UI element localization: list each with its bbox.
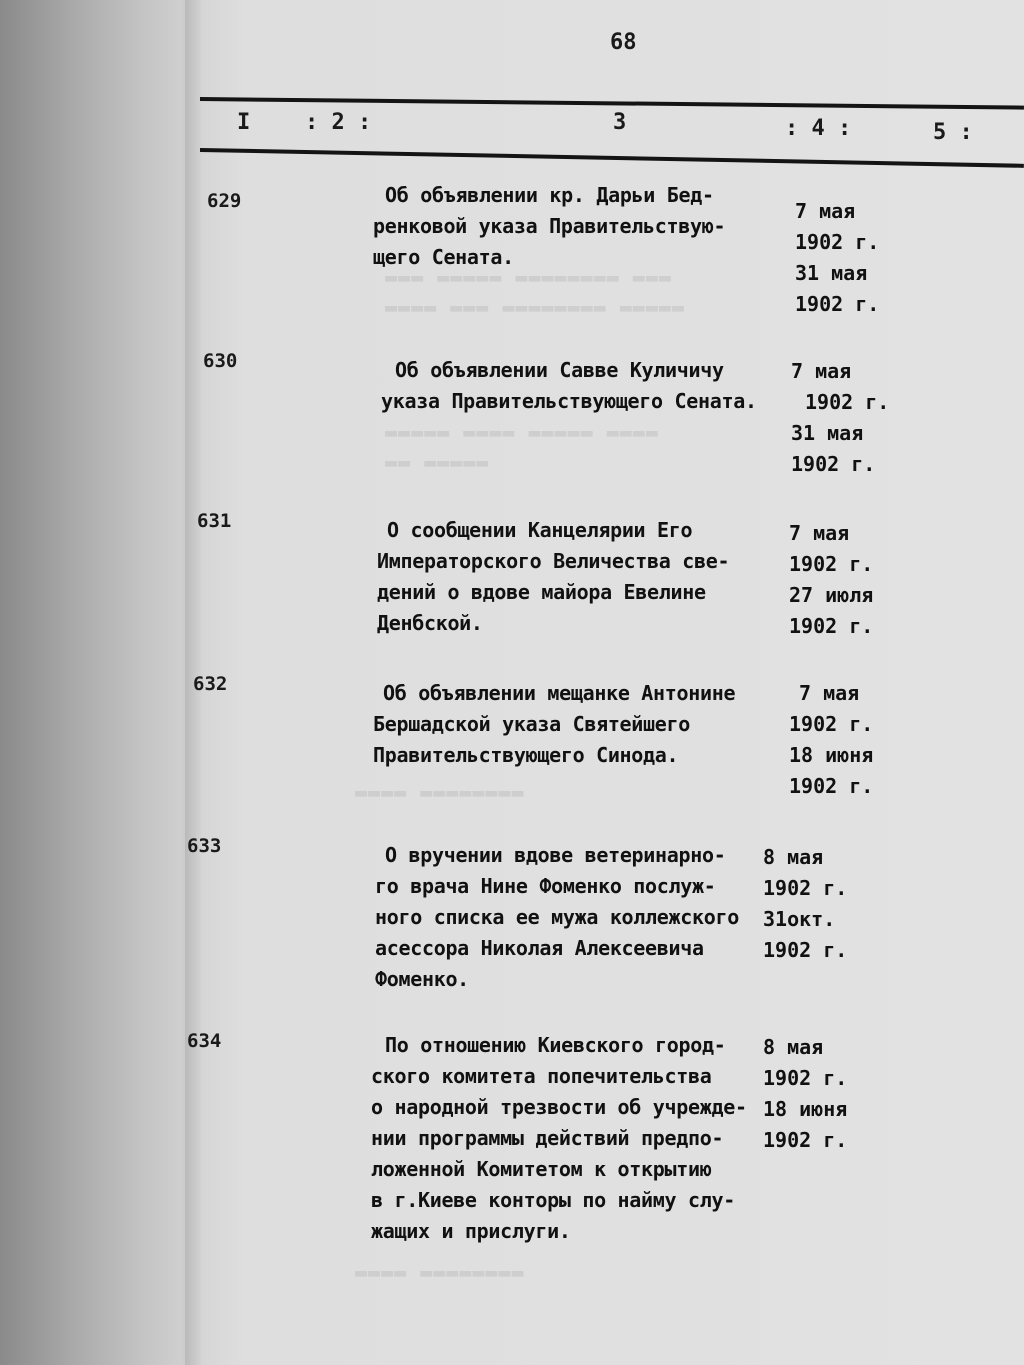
document-page xyxy=(185,0,1024,1365)
date-start-year: 1902 г. xyxy=(763,1066,848,1090)
description-line: ного списка ее мужа коллежского xyxy=(375,905,739,929)
description-line: щего Сената. xyxy=(373,245,514,269)
date-start-year: 1902 г. xyxy=(789,712,874,736)
description-line: О сообщении Канцелярии Его xyxy=(387,518,693,542)
date-start-day: 7 мая xyxy=(791,359,852,383)
column-header-4: : 4 : xyxy=(785,116,852,141)
date-end-year: 1902 г. xyxy=(789,614,874,638)
entry-number: 630 xyxy=(203,350,238,372)
entry-dates xyxy=(795,196,879,320)
date-end-day: 18 июня xyxy=(763,1097,848,1121)
column-header-3: 3 xyxy=(613,110,627,135)
date-end-year: 1902 г. xyxy=(763,1128,848,1152)
bleed-through-text: ▬▬▬ ▬▬▬▬▬ ▬▬▬▬▬▬▬▬ ▬▬▬ xyxy=(385,265,672,289)
entry-dates xyxy=(763,842,847,966)
date-end-year: 1902 г. xyxy=(791,452,876,476)
date-start-year: 1902 г. xyxy=(805,390,890,414)
description-line: О вручении вдове ветеринарно- xyxy=(385,843,726,867)
date-start-day: 7 мая xyxy=(789,521,850,545)
bleed-through-text: ▬▬▬▬ ▬▬▬▬▬▬▬▬ xyxy=(355,780,525,804)
date-end-year: 1902 г. xyxy=(763,938,848,962)
entry-description xyxy=(373,180,805,273)
description-line: ренковой указа Правительствую- xyxy=(373,214,726,238)
date-end-day: 31 мая xyxy=(795,261,868,285)
bleed-through-text: ▬▬▬▬▬ ▬▬▬▬ ▬▬▬▬▬ ▬▬▬▬ xyxy=(385,420,659,444)
header-rule-top xyxy=(200,97,1024,110)
entry-number: 634 xyxy=(187,1030,222,1052)
entry-description xyxy=(377,515,807,639)
description-line: указа Правительствующего Сената. xyxy=(381,389,757,413)
description-line: жащих и прислуги. xyxy=(371,1219,571,1243)
date-end-day: 31окт. xyxy=(763,907,836,931)
header-rule-bottom xyxy=(200,148,1024,168)
date-start-year: 1902 г. xyxy=(795,230,880,254)
date-start-year: 1902 г. xyxy=(789,552,874,576)
date-start-day: 8 мая xyxy=(763,1035,824,1059)
description-line: о народной трезвости об учрежде- xyxy=(371,1095,747,1119)
description-line: Императорского Величества све- xyxy=(377,549,730,573)
date-start-day: 8 мая xyxy=(763,845,824,869)
description-line: нии программы действий предпо- xyxy=(371,1126,724,1150)
description-line: дений о вдове майора Евелине xyxy=(377,580,706,604)
entry-description xyxy=(373,678,803,771)
column-header-2: : 2 : xyxy=(305,110,372,135)
date-end-day: 18 июня xyxy=(789,743,874,767)
description-line: Денбской. xyxy=(377,611,483,635)
entry-dates xyxy=(789,518,873,642)
description-line: ского комитета попечительства xyxy=(371,1064,712,1088)
column-header-5: 5 : xyxy=(933,120,973,145)
entry-number: 632 xyxy=(193,673,228,695)
description-line: го врача Нине Фоменко послуж- xyxy=(375,874,716,898)
entry-dates xyxy=(763,1032,847,1156)
entry-dates xyxy=(789,678,873,802)
date-end-day: 31 мая xyxy=(791,421,864,445)
description-line: Об объявлении кр. Дарьи Бед- xyxy=(385,183,714,207)
entry-number: 631 xyxy=(197,510,232,532)
bleed-through-text: ▬▬▬▬ ▬▬▬▬▬▬▬▬ xyxy=(355,1260,525,1284)
description-line: асессора Николая Алексеевича xyxy=(375,936,704,960)
entry-description xyxy=(371,1030,805,1247)
description-line: Об объявлении мещанке Антонине xyxy=(383,681,736,705)
description-line: Об объявлении Савве Куличичу xyxy=(395,358,724,382)
description-line: Фоменко. xyxy=(375,967,469,991)
description-line: ложенной Комитетом к открытию xyxy=(371,1157,712,1181)
date-start-day: 7 мая xyxy=(795,199,856,223)
date-start-year: 1902 г. xyxy=(763,876,848,900)
date-end-day: 27 июля xyxy=(789,583,874,607)
column-header-1: I xyxy=(237,110,251,135)
date-end-year: 1902 г. xyxy=(789,774,874,798)
description-line: в г.Киеве конторы по найму слу- xyxy=(371,1188,735,1212)
bleed-through-text: ▬▬▬▬ ▬▬▬ ▬▬▬▬▬▬▬▬ ▬▬▬▬▬ xyxy=(385,295,685,319)
description-line: Бершадской указа Святейшего xyxy=(373,712,691,736)
description-line: Правительствующего Синода. xyxy=(373,743,679,767)
description-line: По отношению Киевского город- xyxy=(385,1033,726,1057)
entry-description xyxy=(375,840,805,995)
entry-dates xyxy=(791,356,889,480)
date-end-year: 1902 г. xyxy=(795,292,880,316)
entry-number: 633 xyxy=(187,835,222,857)
bleed-through-text: ▬▬ ▬▬▬▬▬ xyxy=(385,450,490,474)
binding-gutter xyxy=(0,0,205,1365)
entry-number: 629 xyxy=(207,190,242,212)
entry-description xyxy=(381,355,815,417)
date-start-day: 7 мая xyxy=(799,681,860,705)
page-number: 68 xyxy=(610,30,637,55)
